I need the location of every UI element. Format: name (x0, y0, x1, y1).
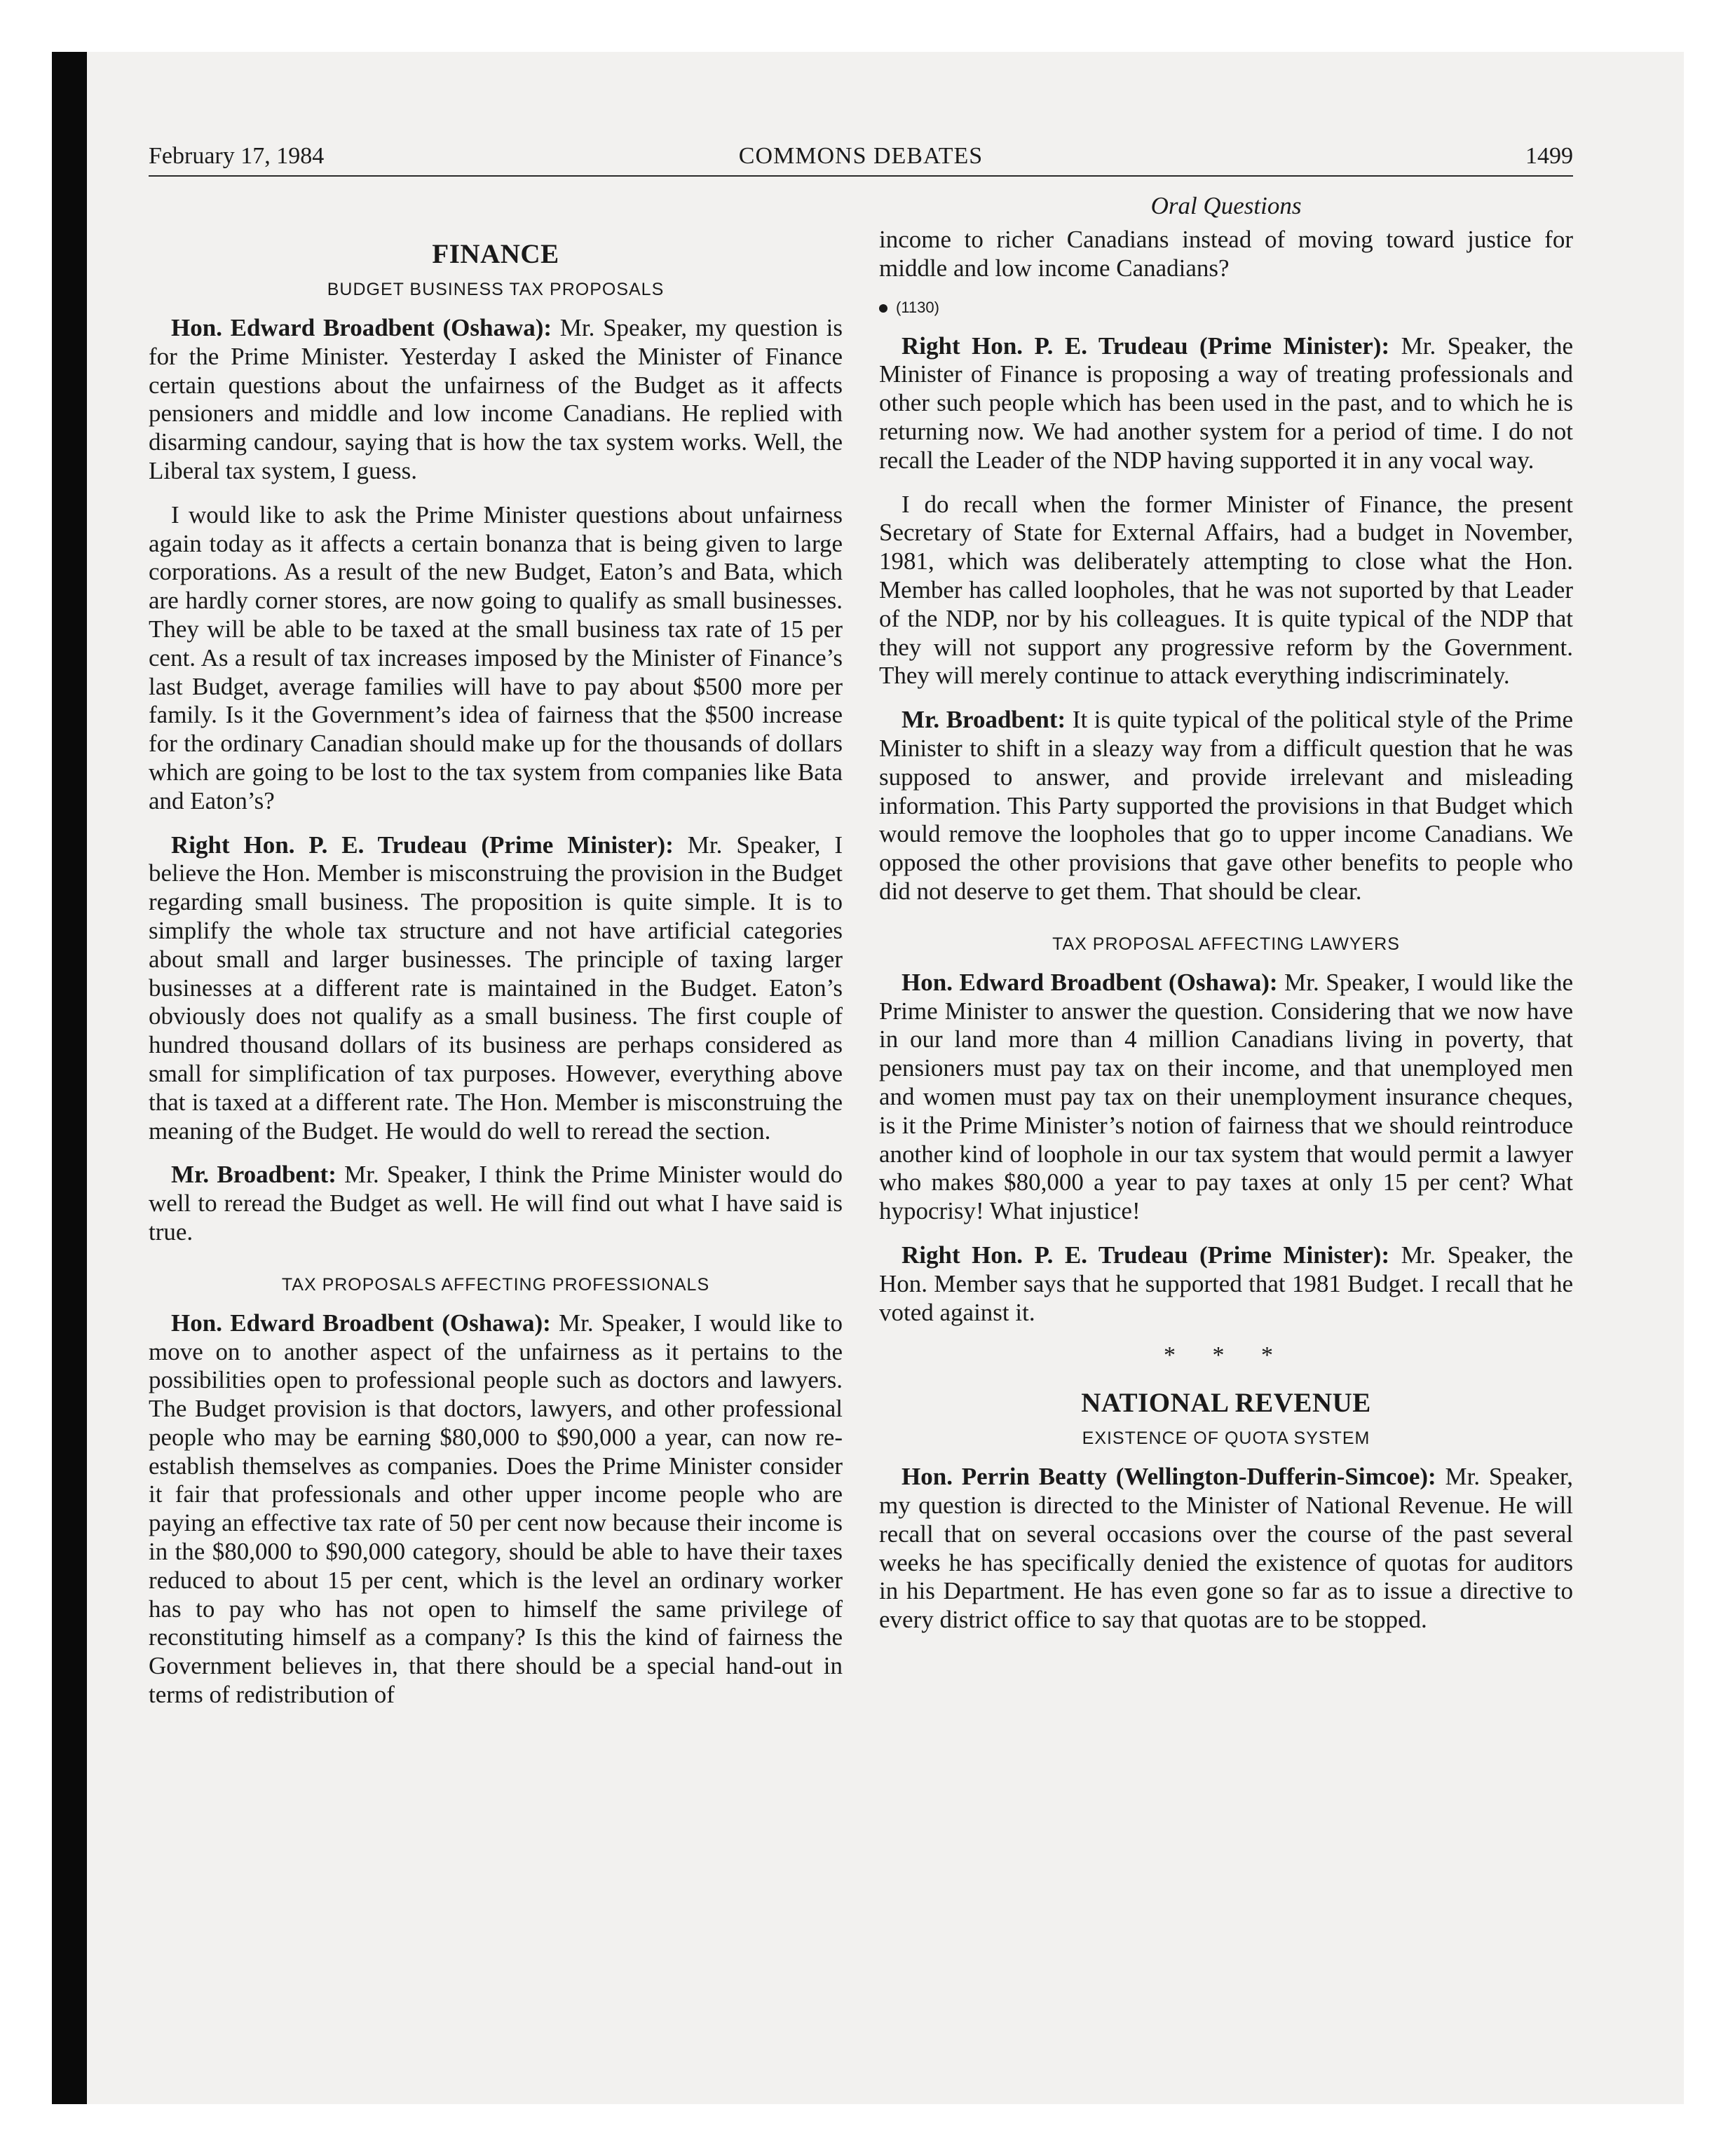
section-separator: * * * (1164, 1342, 1288, 1369)
paragraph: I would like to ask the Prime Minister questions about unfairness again today as it affects a certain bonanza that is being given to large corporations. As a result of the new Budget, Eaton’s and Bata, which are hardly corner stores, are now going to qualify as small businesses. They will be able to be taxed at the small business tax rate of 15 per cent. As a result of tax increases imposed by the Minister of Finance’s last Budget, average families will have to pay about $500 more per family. Is it the Government’s idea of fairness that the $500 increase for the ordinary Canadian should make up for the thousands of dollars which are going to be lost to the tax system from companies like Bata and Eaton’s? (149, 500, 843, 814)
page-header (149, 139, 1573, 177)
paragraph (879, 1241, 1573, 1327)
time-marker-text: (1130) (896, 298, 939, 316)
speaker-name: Right Hon. P. E. Trudeau (Prime Minister): (901, 1241, 1390, 1269)
paragraph-text: Mr. Speaker, my question is directed to the Minister of National Revenue. He will recall that on several occasions over the course of the past several weeks he has specifically denied the existence of quotas for auditors in his Department. He has even gone so far as to issue a directive to every district office to say that quotas are to be stopped. (879, 1463, 1574, 1634)
paragraph (149, 1309, 843, 1710)
bullet-icon (879, 304, 887, 313)
section-title-finance: FINANCE (432, 239, 559, 269)
paragraph-text: Mr. Speaker, the Hon. Member says that he supported that 1981 Budget. I recall that he voted against it. (879, 1241, 1573, 1326)
subhead-quota-system: EXISTENCE OF QUOTA SYSTEM (1082, 1428, 1370, 1449)
paragraph (879, 706, 1573, 906)
paragraph-text: Mr. Speaker, I would like the Prime Minister to answer the question. Considering that we now have in our land more than 4 million Canadians living in poverty, that pensioners must pay tax on their income, and that unemployed men and women must pay tax on their unemployment insurance cheques, is it the Prime Minister’s notion of fairness that we should reintroduce another kind of loophole in our tax system that would permit a lawyer who makes $80,000 a year to pay taxes at only 15 per cent? What hypocrisy! What injustice! (879, 968, 1573, 1225)
paragraph-text: Mr. Speaker, I think the Prime Minister would do well to reread the Budget as well. He will find out what I have said is true. (149, 1161, 843, 1246)
speaker-name: Right Hon. P. E. Trudeau (Prime Minister): (901, 332, 1390, 360)
paragraph (149, 1161, 843, 1246)
left-column (149, 198, 843, 1725)
paragraph-text: It is quite typical of the political style of the Prime Minister to shift in a sleazy way from a difficult question that he was supposed to answer, and provide irrelevant and misleading information. This Party supported the provisions in that Budget which would remove the loopholes that go to upper income Canadians. We opposed the other provisions that gave other benefits to people who did not deserve to get them. That should be clear. (879, 706, 1573, 905)
page-number: 1499 (1525, 143, 1573, 169)
time-marker (879, 299, 1573, 317)
paragraph-text: Mr. Speaker, the Minister of Finance is proposing a way of treating professionals and other such people which has been used in the past, and to which he is returning now. We had another system for a period of time. I do not recall the Leader of the NDP having supported it in any vocal way. (879, 332, 1573, 474)
speaker-name: Mr. Broadbent: (901, 706, 1066, 734)
header-date: February 17, 1984 (149, 143, 325, 169)
paragraph (149, 314, 843, 486)
speaker-name: Hon. Perrin Beatty (Wellington-Dufferin-Simcoe): (901, 1463, 1436, 1491)
speaker-name: Right Hon. P. E. Trudeau (Prime Minister): (171, 831, 674, 859)
right-column (879, 192, 1574, 1650)
paragraph-text: Mr. Speaker, I believe the Hon. Member is misconstruing the provision in the Budget regarding small business. The proposition is quite simple. It is to simplify the whole tax structure and not have artificial categories about small and larger businesses. The principle of taxing larger businesses at a different rate is maintained in the Budget. Eaton’s obviously does not qualify as a small business. The first couple of hundred thousand dollars of its business are perhaps considered as small for simplification of tax purposes. However, everything above that is taxed at a different rate. The Hon. Member is misconstruing the meaning of the Budget. He would do well to reread the section. (149, 831, 843, 1145)
subhead-budget-business-tax: BUDGET BUSINESS TAX PROPOSALS (327, 280, 665, 299)
paragraph-text: Mr. Speaker, my question is for the Prime Minister. Yesterday I asked the Minister of Finance certain questions about the unfairness of the Budget as it affects pensioners and middle and low income Canadians. He replied with disarming candour, saying that is how the tax system works. Well, the Liberal tax system, I guess. (149, 314, 843, 484)
paragraph: income to richer Canadians instead of moving toward justice for middle and low income Canadians? (879, 226, 1573, 282)
section-title-national-revenue: NATIONAL REVENUE (1081, 1388, 1371, 1419)
paragraph-text: Mr. Speaker, I would like to move on to another aspect of the unfairness as it pertains to the possibilities open to professional people such as doctors and lawyers. The Budget provision is that doctors, lawyers, and other professional people who may be earning $80,000 to $90,000 a year, can now re-establish themselves as companies. Does the Prime Minister consider it fair that professionals and other upper income people who are paying an effective tax rate of 50 per cent now because their income is in the $80,000 to $90,000 category, should be able to have their taxes reduced to about 15 per cent, which is the level an ordinary worker has to pay who has not open to himself the same privilege of reconstituting himself as a company? Is this the kind of fairness the Government believes in, that there should be a special hand-out in terms of redistribution of (149, 1309, 843, 1709)
paragraph (879, 969, 1573, 1226)
running-head: Oral Questions (1150, 192, 1302, 219)
paragraph (879, 332, 1573, 475)
speaker-name: Hon. Edward Broadbent (Oshawa): (171, 1309, 551, 1337)
paragraph: I do recall when the former Minister of Finance, the present Secretary of State for External Affairs, had a budget in November, 1981, which was deliberately attempting to close what the Hon. Member has called loopholes, that he was not suported by that Leader of the NDP, nor by his colleagues. It is quite typical of the NDP that they will not support any progressive reform by the Government. They will merely continue to attack everything indiscriminately. (879, 490, 1573, 690)
speaker-name: Hon. Edward Broadbent (Oshawa): (171, 314, 552, 341)
paragraph (879, 1463, 1573, 1635)
subhead-tax-proposal-lawyers: TAX PROPOSAL AFFECTING LAWYERS (1052, 934, 1400, 954)
subhead-tax-proposals-professionals: TAX PROPOSALS AFFECTING PROFESSIONALS (281, 1274, 710, 1295)
speaker-name: Hon. Edward Broadbent (Oshawa): (901, 968, 1278, 996)
paragraph (149, 831, 843, 1146)
header-title: COMMONS DEBATES (738, 143, 984, 169)
speaker-name: Mr. Broadbent: (171, 1161, 336, 1189)
scan-border (52, 52, 87, 2104)
